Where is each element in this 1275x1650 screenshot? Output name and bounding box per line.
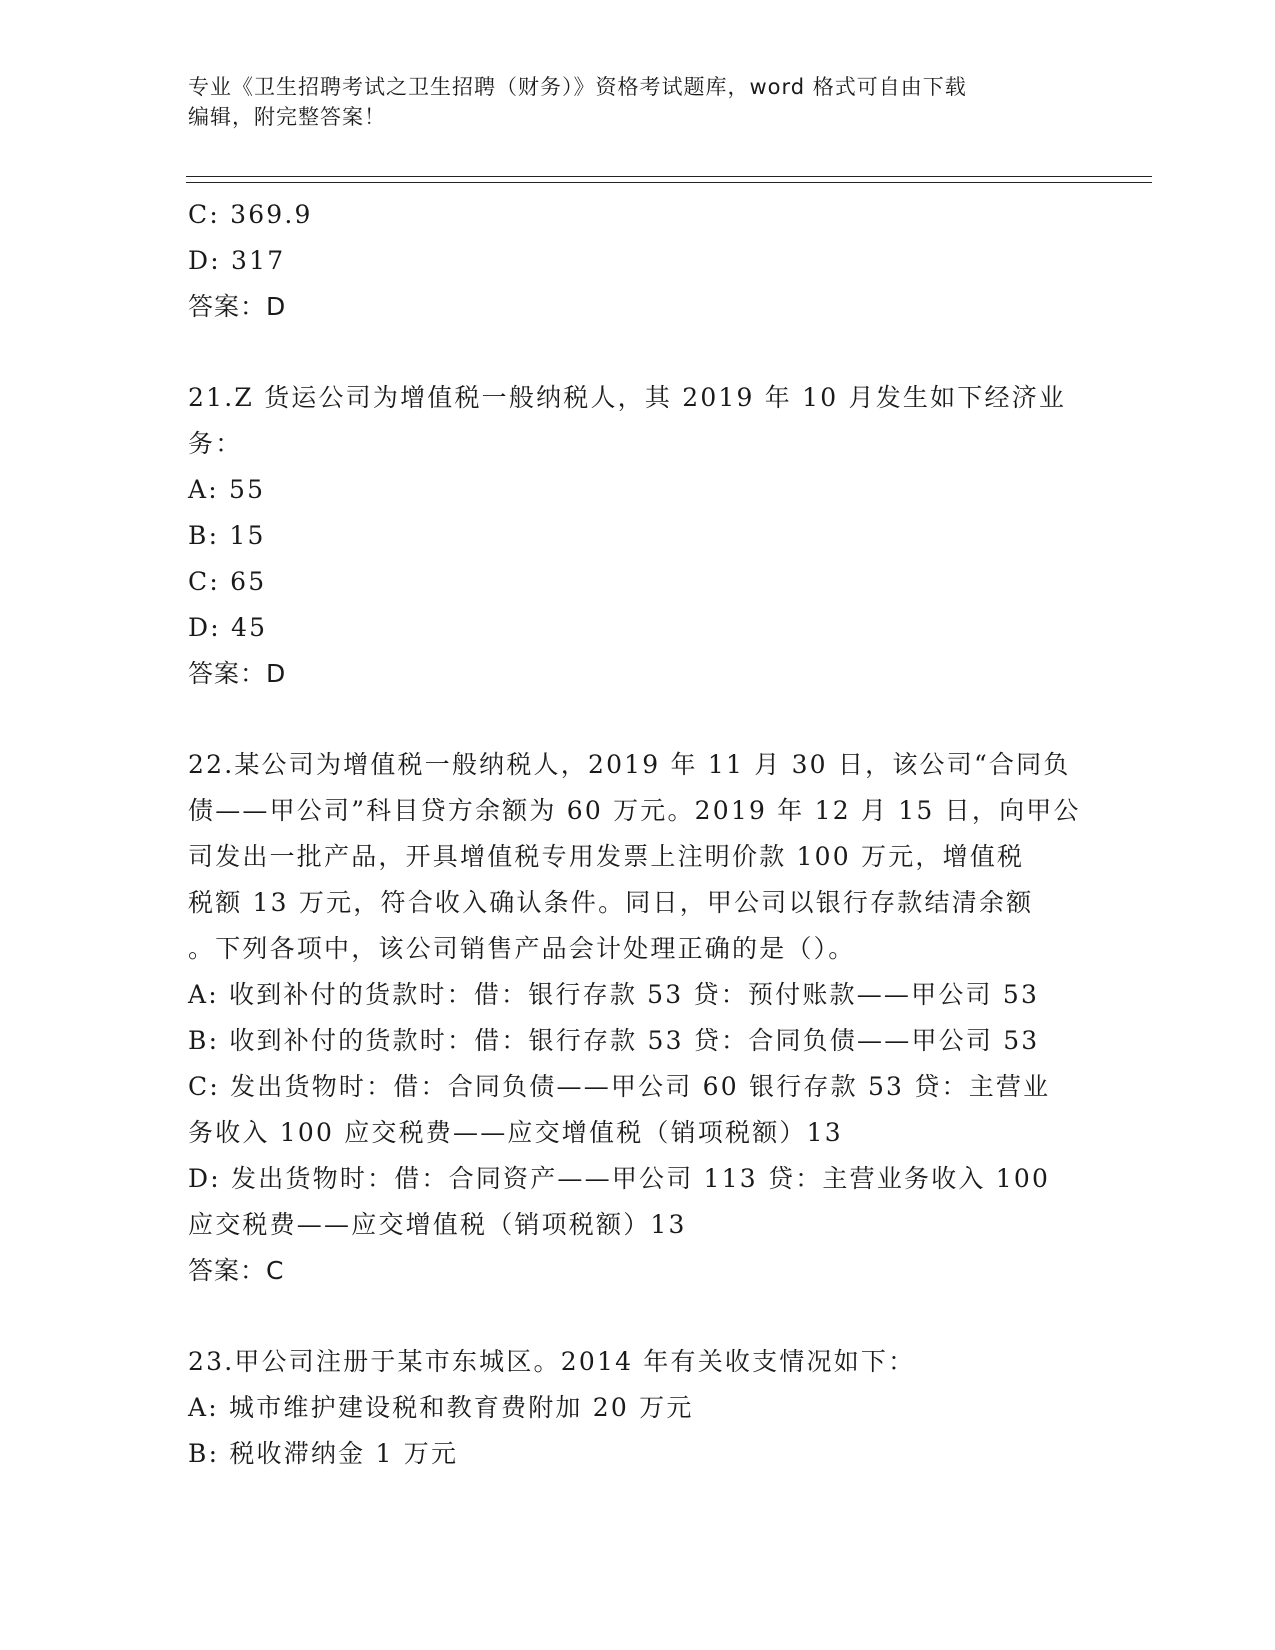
question-block-22: [188, 742, 1088, 1294]
option-line: C: 369.9: [188, 200, 313, 229]
question-stem-line: 21.Z 货运公司为增值税一般纳税人，其 2019 年 10 月发生如下经济业: [188, 383, 1067, 412]
header-line: 编辑，附完整答案！: [188, 105, 386, 129]
option-line: A: 城市维护建设税和教育费附加 20 万元: [188, 1393, 694, 1422]
answer-line: 答案：D: [188, 292, 287, 321]
question-stem-line: 务：: [188, 429, 243, 458]
option-line: D: 45: [188, 613, 268, 642]
document-header: [188, 72, 1088, 132]
option-line: D: 317: [188, 246, 286, 275]
question-stem-line: 司发出一批产品，开具增值税专用发票上注明价款 100 万元，增值税: [188, 842, 1025, 871]
question-stem-line: 税额 13 万元，符合收入确认条件。同日，甲公司以银行存款结清余额: [188, 888, 1034, 917]
option-line: C: 65: [188, 567, 267, 596]
option-line: D: 发出货物时：借：合同资产——甲公司 113 贷：主营业务收入 100: [188, 1164, 1051, 1193]
question-stem-line: 债——甲公司”科目贷方余额为 60 万元。2019 年 12 月 15 日，向甲公: [188, 796, 1081, 825]
spacer: [188, 330, 1088, 375]
answer-line: 答案：D: [188, 659, 287, 688]
header-divider-bottom: [186, 182, 1152, 183]
question-block-23: [188, 1339, 1088, 1477]
option-line: B: 收到补付的货款时：借：银行存款 53 贷：合同负债——甲公司 53: [188, 1026, 1040, 1055]
option-line: 务收入 100 应交税费——应交增值税（销项税额）13: [188, 1118, 843, 1147]
prev-question-block: [188, 192, 1088, 330]
question-content: [188, 192, 1088, 1477]
spacer: [188, 1294, 1088, 1339]
option-line: 应交税费——应交增值税（销项税额）13: [188, 1210, 687, 1239]
question-stem-line: 。下列各项中，该公司销售产品会计处理正确的是（）。: [188, 934, 856, 963]
option-line: A: 收到补付的货款时：借：银行存款 53 贷：预付账款——甲公司 53: [188, 980, 1040, 1009]
option-line: B: 15: [188, 521, 266, 550]
header-line: 专业《卫生招聘考试之卫生招聘（财务）》资格考试题库，word 格式可自由下载: [188, 75, 967, 99]
answer-line: 答案：C: [188, 1256, 285, 1285]
question-block-21: [188, 375, 1088, 697]
option-line: B: 税收滞纳金 1 万元: [188, 1439, 459, 1468]
question-stem-line: 23.甲公司注册于某市东城区。2014 年有关收支情况如下：: [188, 1347, 916, 1376]
option-line: C: 发出货物时：借：合同负债——甲公司 60 银行存款 53 贷：主营业: [188, 1072, 1051, 1101]
question-stem-line: 22.某公司为增值税一般纳税人，2019 年 11 月 30 日，该公司“合同负: [188, 750, 1071, 779]
header-divider-top: [186, 176, 1152, 177]
option-line: A: 55: [188, 475, 266, 504]
spacer: [188, 697, 1088, 742]
